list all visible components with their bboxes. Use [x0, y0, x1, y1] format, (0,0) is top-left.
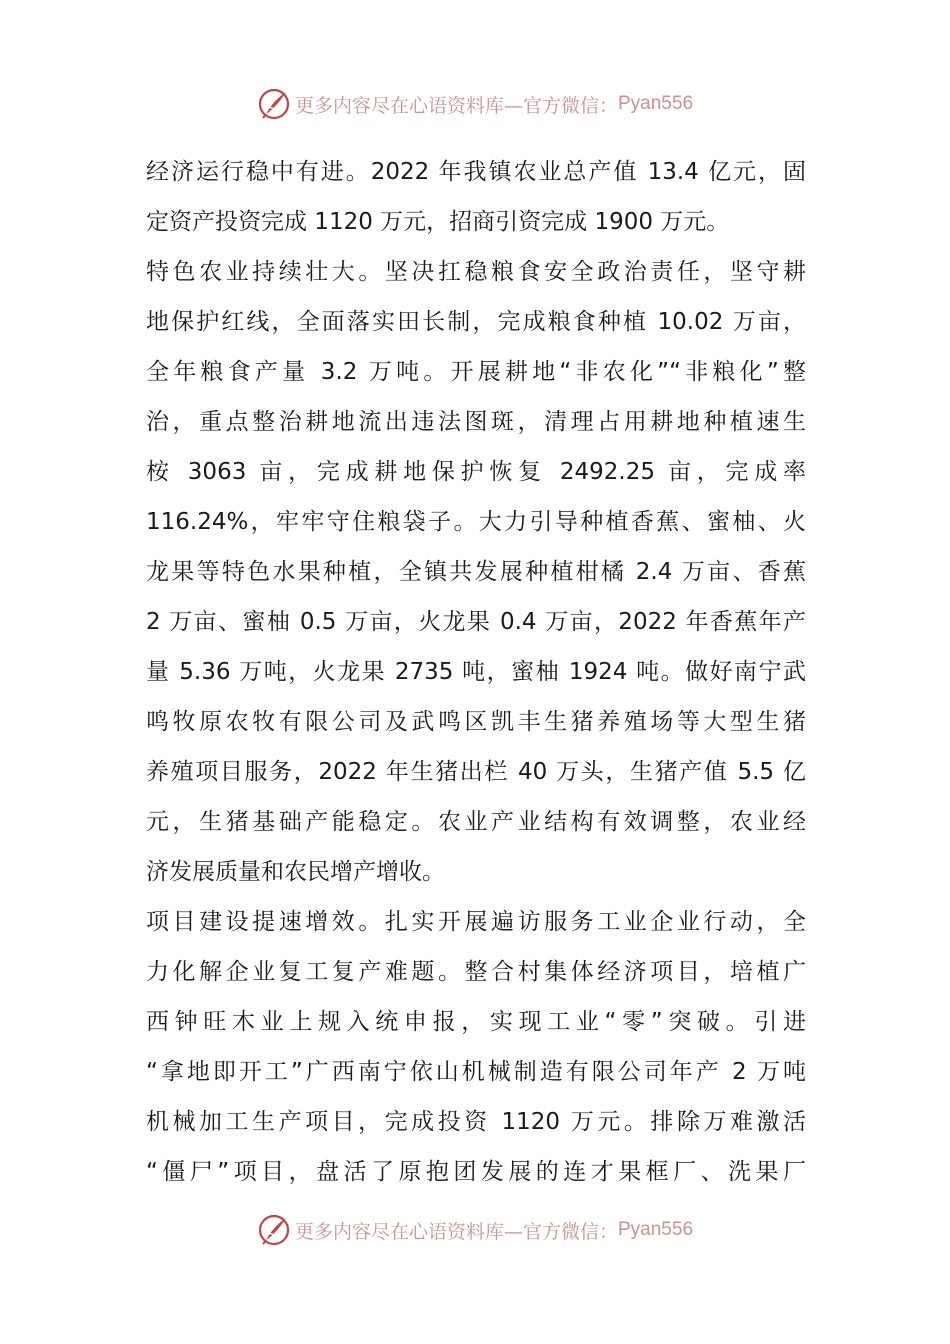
text-line: 西钟旺木业上规入统申报，实现工业“零”突破。引进 — [146, 1009, 806, 1035]
text-line: “拿地即开工”广西南宁依山机械制造有限公司年产 2 万吨 — [146, 1059, 806, 1085]
quill-logo-icon — [257, 1213, 291, 1247]
text-line: 济发展质量和农民增产增收。 — [146, 859, 445, 885]
watermark-text: 更多内容尽在心语资料库—官方微信： — [294, 1220, 618, 1243]
text-line: 治，重点整治耕地流出违法图斑，清理占用耕地种植速生 — [146, 409, 806, 435]
text-line: 项目建设提速增效。扎实开展遍访服务工业企业行动，全 — [146, 909, 806, 935]
text-line: 116.24%，牢牢守住粮袋子。大力引导种植香蕉、蜜柚、火 — [146, 509, 806, 535]
text-line: 桉 3063 亩，完成耕地保护恢复 2492.25 亩，完成率 — [146, 459, 806, 485]
text-line: 力化解企业复工复产难题。整合村集体经济项目，培植广 — [146, 959, 806, 985]
text-line: 养殖项目服务，2022 年生猪出栏 40 万头，生猪产值 5.5 亿 — [146, 759, 806, 785]
quill-logo-icon — [257, 87, 291, 121]
text-line: 机械加工生产项目，完成投资 1120 万元。排除万难激活 — [146, 1109, 806, 1135]
text-line: “僵尸”项目，盘活了原抱团发展的连才果框厂、洗果厂 — [146, 1159, 806, 1185]
text-line: 鸣牧原农牧有限公司及武鸣区凯丰生猪养殖场等大型生猪 — [146, 709, 806, 735]
text-line: 特色农业持续壮大。坚决扛稳粮食安全政治责任，坚守耕 — [146, 259, 806, 285]
header-watermark — [0, 84, 950, 124]
text-line: 全年粮食产量 3.2 万吨。开展耕地“非农化”“非粮化”整 — [146, 359, 806, 385]
footer-watermark — [0, 1210, 950, 1250]
watermark-text: 更多内容尽在心语资料库—官方微信： — [294, 94, 618, 117]
text-line: 元，生猪基础产能稳定。农业产业结构有效调整，农业经 — [146, 809, 806, 835]
text-line: 经济运行稳中有进。2022 年我镇农业总产值 13.4 亿元，固 — [146, 159, 806, 185]
watermark-wechat-id: Pyan556 — [618, 1219, 694, 1240]
text-line: 地保护红线，全面落实田长制，完成粮食种植 10.02 万亩， — [146, 309, 806, 335]
text-line: 量 5.36 万吨，火龙果 2735 吨，蜜柚 1924 吨。做好南宁武 — [146, 659, 806, 685]
text-line: 龙果等特色水果种植，全镇共发展种植柑橘 2.4 万亩、香蕉 — [146, 559, 806, 585]
text-line: 2 万亩、蜜柚 0.5 万亩，火龙果 0.4 万亩，2022 年香蕉年产 — [146, 609, 806, 635]
watermark-wechat-id: Pyan556 — [618, 93, 694, 114]
document-body — [146, 147, 806, 1197]
text-line: 定资产投资完成 1120 万元，招商引资完成 1900 万元。 — [146, 209, 730, 235]
